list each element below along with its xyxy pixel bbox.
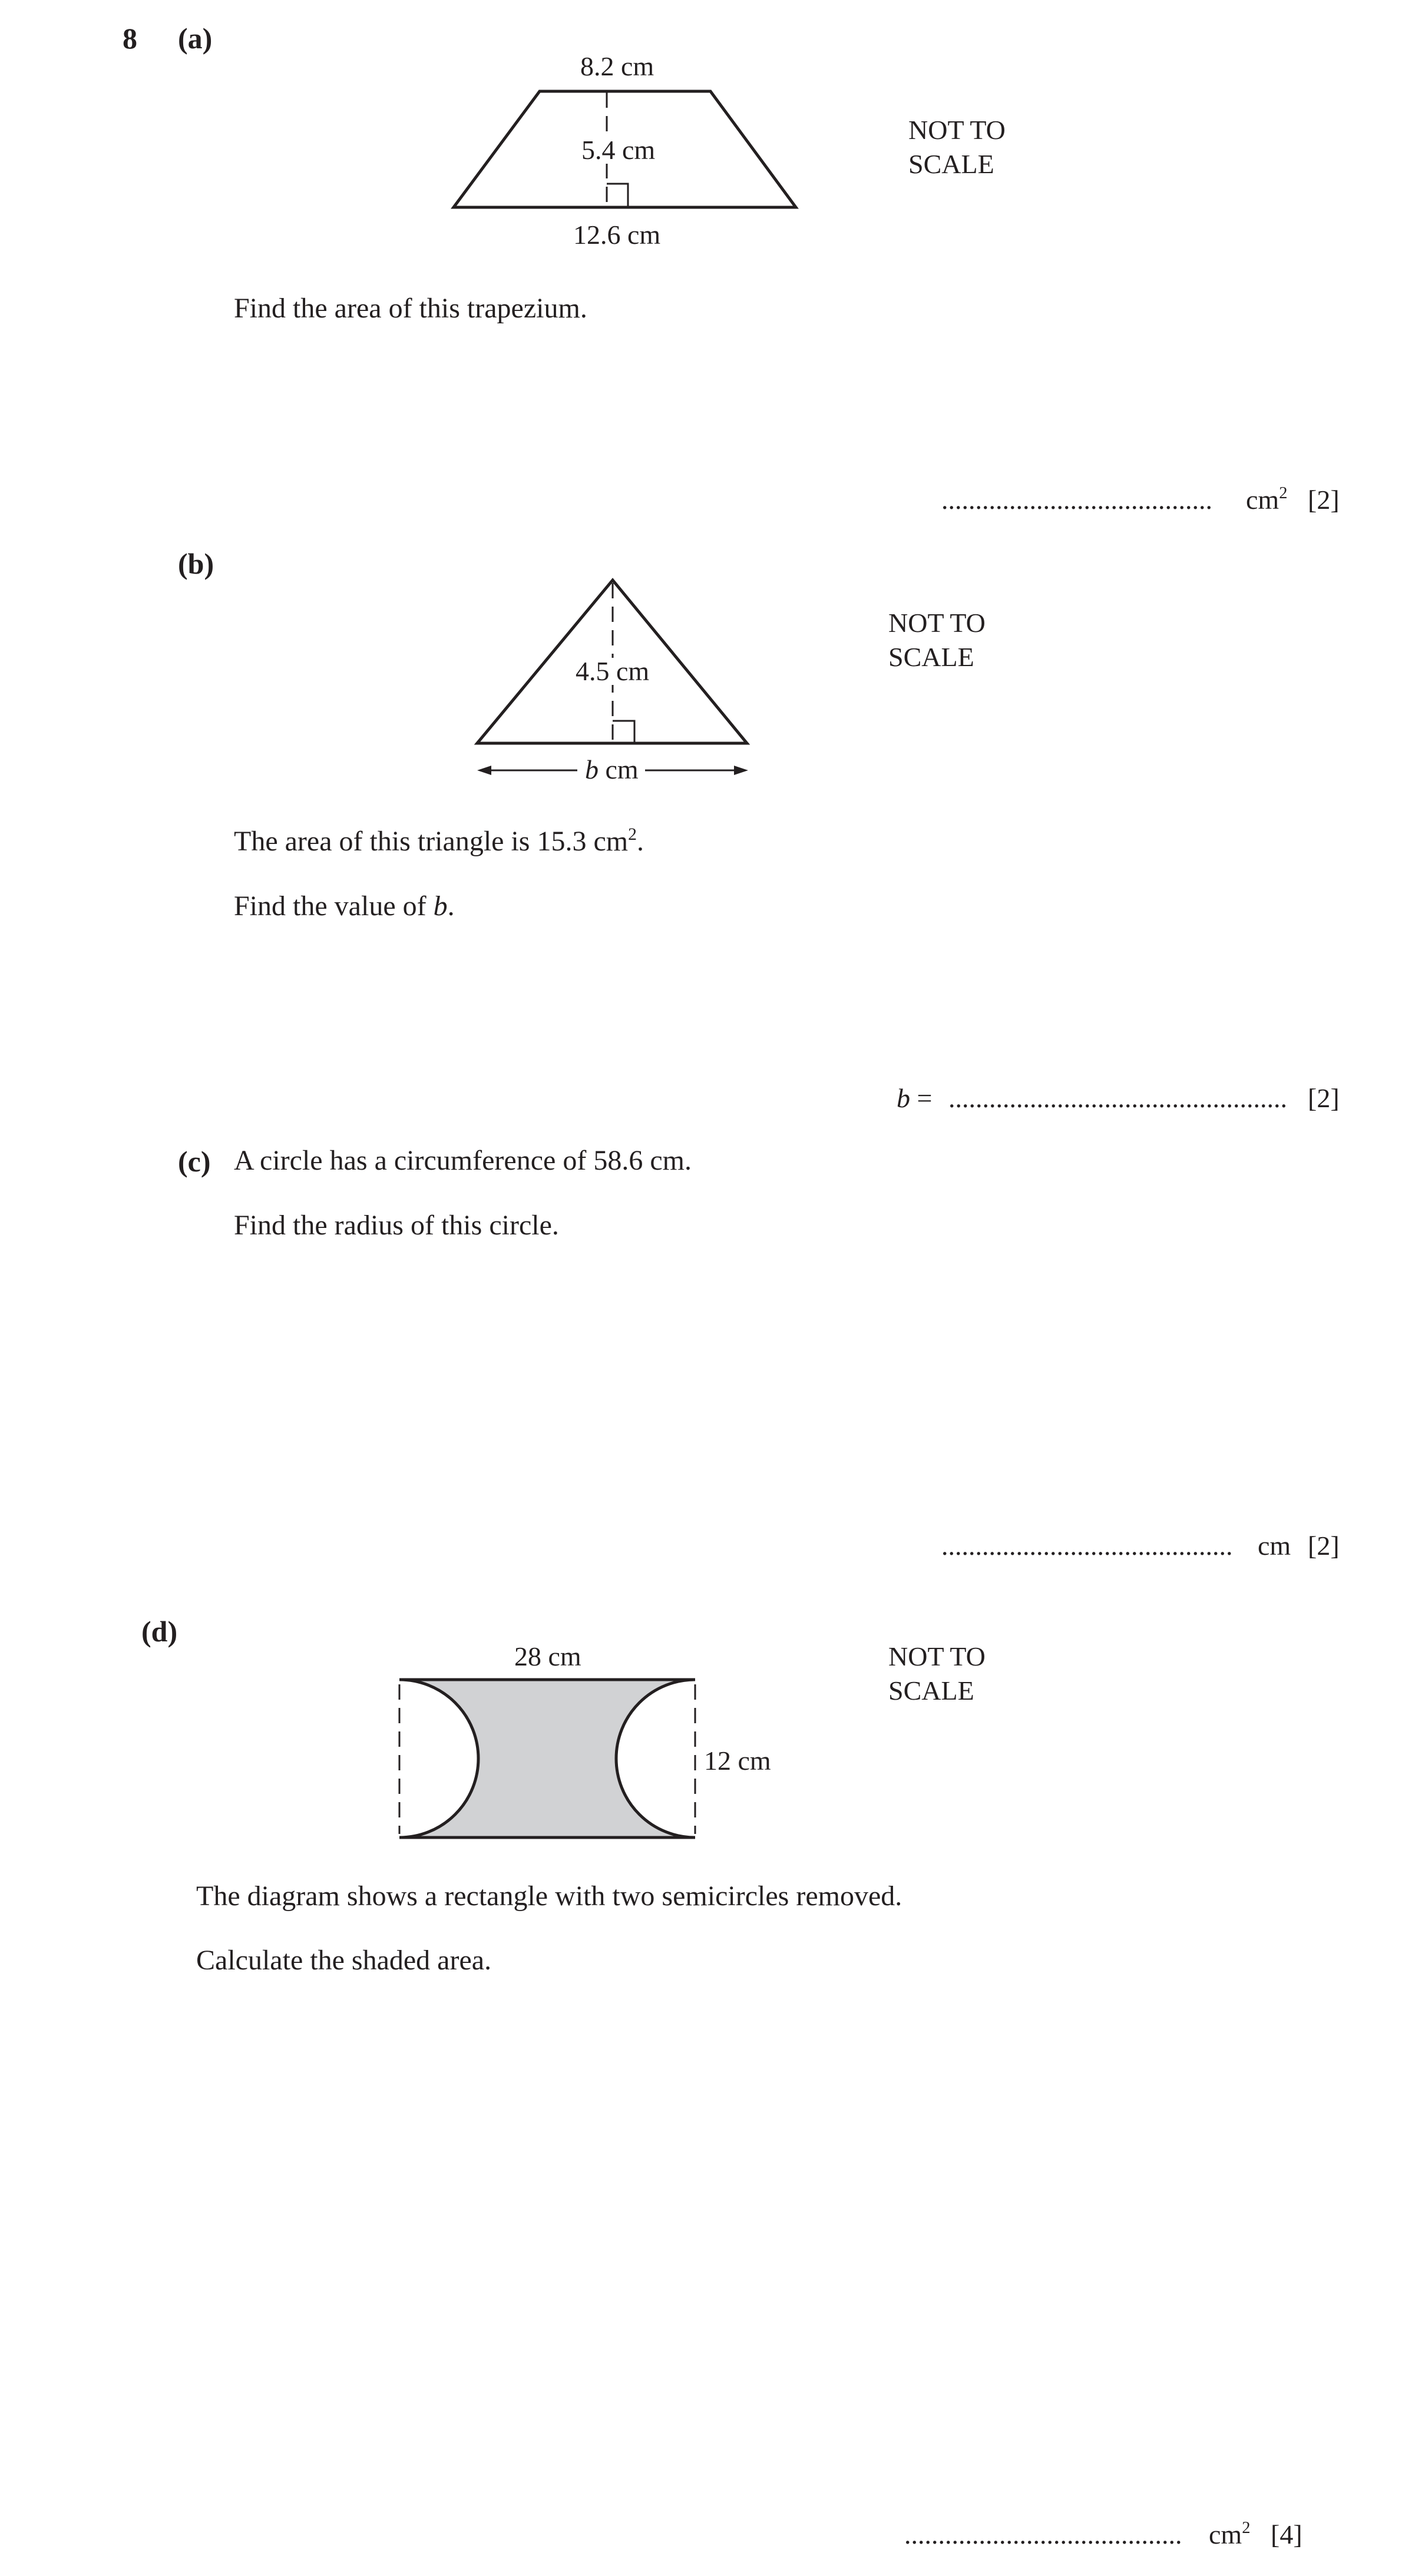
- part-b-instruction: Find the value of b.: [234, 890, 455, 922]
- trapezium-height-label: 5.4 cm: [581, 135, 656, 165]
- part-d-label: (d): [141, 1615, 178, 1648]
- not-to-scale-a-line2: SCALE: [908, 149, 994, 179]
- part-c-label: (c): [178, 1145, 211, 1178]
- not-to-scale-a-line1: NOT TO: [908, 115, 1006, 145]
- part-d-answer-dots: .........................................: [904, 2519, 1182, 2549]
- not-to-scale-b-line2: SCALE: [888, 642, 974, 672]
- not-to-scale-d-line1: NOT TO: [888, 1641, 986, 1671]
- trapezium-top-label: 8.2 cm: [580, 51, 654, 81]
- triangle-height-label: 4.5 cm: [576, 656, 650, 686]
- part-c-instruction: Find the radius of this circle.: [234, 1210, 559, 1241]
- part-a-instruction: Find the area of this trapezium.: [234, 293, 587, 324]
- part-c-statement: A circle has a circumference of 58.6 cm.: [234, 1145, 692, 1176]
- part-a-unit: $cm^2$: [1246, 484, 1288, 515]
- part-d-instruction: Calculate the shaded area.: [196, 1945, 492, 1976]
- trapezium-bottom-label: 12.6 cm: [573, 220, 661, 250]
- part-c-answer-dots: ...........................................: [941, 1531, 1233, 1561]
- part-c-marks: [2]: [1308, 1531, 1340, 1561]
- part-b-answer-dots: ..................................................: [948, 1083, 1287, 1113]
- part-d-unit: $cm^2$: [1209, 2519, 1251, 2549]
- not-to-scale-d-line2: SCALE: [888, 1676, 974, 1706]
- triangle-base-label: b cm: [585, 754, 639, 784]
- part-b-marks: [2]: [1308, 1083, 1340, 1113]
- rectangle-width-label: 28 cm: [514, 1641, 581, 1671]
- part-a-label: (a): [178, 22, 213, 55]
- part-b-answer-label: b =: [897, 1083, 933, 1113]
- not-to-scale-b-line1: NOT TO: [888, 608, 986, 638]
- part-d-statement: The diagram shows a rectangle with two semicircles removed.: [196, 1880, 902, 1912]
- part-d-marks: [4]: [1271, 2519, 1302, 2549]
- part-b-label: (b): [178, 547, 214, 580]
- rectangle-height-label: 12 cm: [704, 1746, 771, 1776]
- part-c-unit: cm: [1258, 1531, 1291, 1561]
- part-a-marks: [2]: [1308, 485, 1340, 515]
- question-number: 8: [123, 22, 137, 55]
- part-b-statement: The area of this triangle is 15.3 $cm^2$.: [234, 824, 644, 857]
- shaded-region: [399, 1680, 695, 1837]
- part-a-answer-dots: ........................................: [941, 485, 1212, 515]
